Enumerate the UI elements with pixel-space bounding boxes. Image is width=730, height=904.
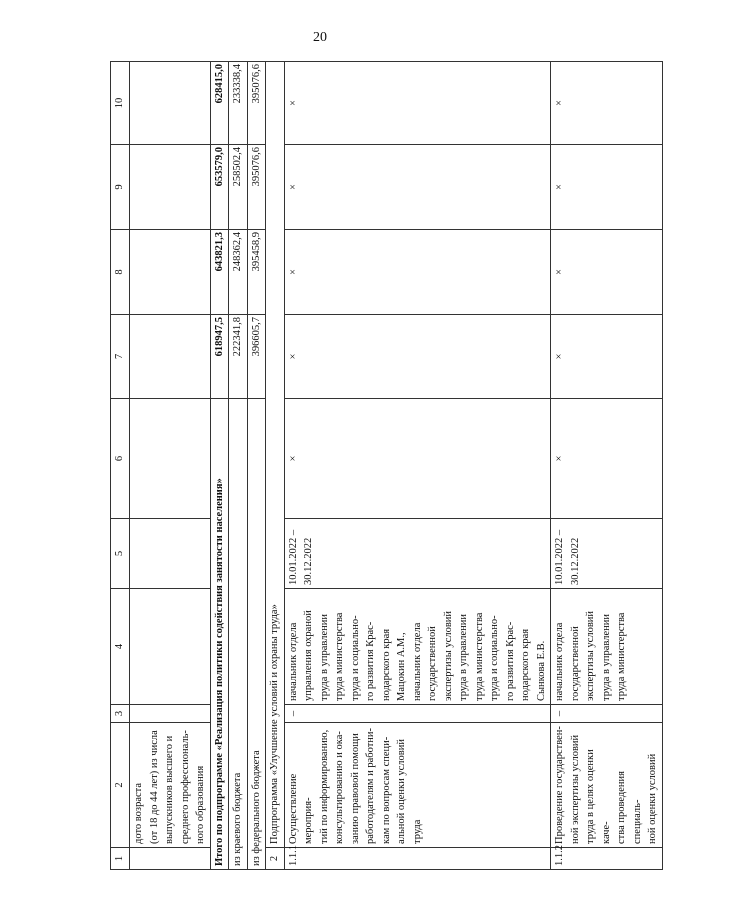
col-header: 2	[111, 723, 130, 848]
section-title: Подпрограмма «Улучшение условий и охраны труда»	[266, 62, 285, 848]
row-description: дото возраста (от 18 до 44 лет) из числа выпускников высшего и среднего профессиональ- ного образования	[130, 723, 211, 848]
total-value: 618947,5	[210, 315, 229, 399]
federal-value: 396605,7	[247, 315, 266, 399]
table-row	[130, 62, 211, 870]
total-label: Итого по подпрограмме «Реализация политики содействия занятости населения»	[210, 399, 229, 870]
kraevoy-value: 233338,4	[229, 62, 248, 145]
row-cross: ×	[551, 145, 663, 230]
kraevoy-label: из краевого бюджета	[229, 399, 248, 870]
col-header: 10	[111, 62, 130, 145]
kraevoy-row	[229, 62, 248, 870]
row-cross: ×	[284, 230, 551, 315]
row-cross: ×	[551, 62, 663, 145]
federal-value: 395076,6	[247, 62, 266, 145]
col-header: 7	[111, 315, 130, 399]
federal-value: 395076,6	[247, 145, 266, 230]
federal-label: из федерального бюджета	[247, 399, 266, 870]
row-cross: ×	[284, 145, 551, 230]
col-header: 3	[111, 705, 130, 723]
row-cross: ×	[551, 399, 663, 519]
row-cross: ×	[284, 62, 551, 145]
program-table	[110, 61, 663, 870]
total-value: 628415,0	[210, 62, 229, 145]
row-cross: ×	[551, 230, 663, 315]
row-cross: ×	[284, 399, 551, 519]
row-responsible: начальник отдела управления охраной труда в управлении труда министерства труда и социально- го развития Крас- нодарского края Мацокин А.М., начальник отдела государственной экспертизы условий труда в управлении труда министерства труда и социально- го развития Крас- нодарского края Сынкова Е.В.	[284, 589, 551, 705]
row-number: 1.1.1	[284, 848, 551, 870]
kraevoy-value: 258502,4	[229, 145, 248, 230]
col-header: 8	[111, 230, 130, 315]
table-row	[551, 62, 663, 870]
section-number: 2	[266, 848, 285, 870]
row-responsible: начальник отдела государственной экспертизы условий труда в управлении труда министерства	[551, 589, 663, 705]
row-cross: ×	[284, 315, 551, 399]
federal-value: 395458,9	[247, 230, 266, 315]
federal-row	[247, 62, 266, 870]
col-header: 1	[111, 848, 130, 870]
page-number: 20	[313, 30, 327, 45]
col-header: 6	[111, 399, 130, 519]
row-description: Проведение государствен- ной экспертизы условий труда в целях оценки каче- ства проведения специаль- ной оценки условий	[551, 723, 663, 848]
row-dates: 10.01.2022 – 30.12.2022	[551, 519, 663, 589]
row-number: 1.1.2	[551, 848, 663, 870]
total-value: 643821,3	[210, 230, 229, 315]
rotated-table-container	[110, 62, 730, 870]
row-dash: –	[551, 705, 663, 723]
kraevoy-value: 222341,8	[229, 315, 248, 399]
row-cross: ×	[551, 315, 663, 399]
header-row	[111, 62, 130, 870]
kraevoy-value: 248362,4	[229, 230, 248, 315]
col-header: 4	[111, 589, 130, 705]
total-row	[210, 62, 229, 870]
row-dates: 10.01.2022 – 30.12.2022	[284, 519, 551, 589]
col-header: 9	[111, 145, 130, 230]
table-row	[284, 62, 551, 870]
total-value: 653579,0	[210, 145, 229, 230]
row-description: Осуществление мероприя- тий по информированию, консультированию и ока- занию правовой помощи работодателям и работни- кам по вопросам специ- альной оценки условий труда	[284, 723, 551, 848]
section-row	[266, 62, 285, 870]
col-header: 5	[111, 519, 130, 589]
row-dash: –	[284, 705, 551, 723]
